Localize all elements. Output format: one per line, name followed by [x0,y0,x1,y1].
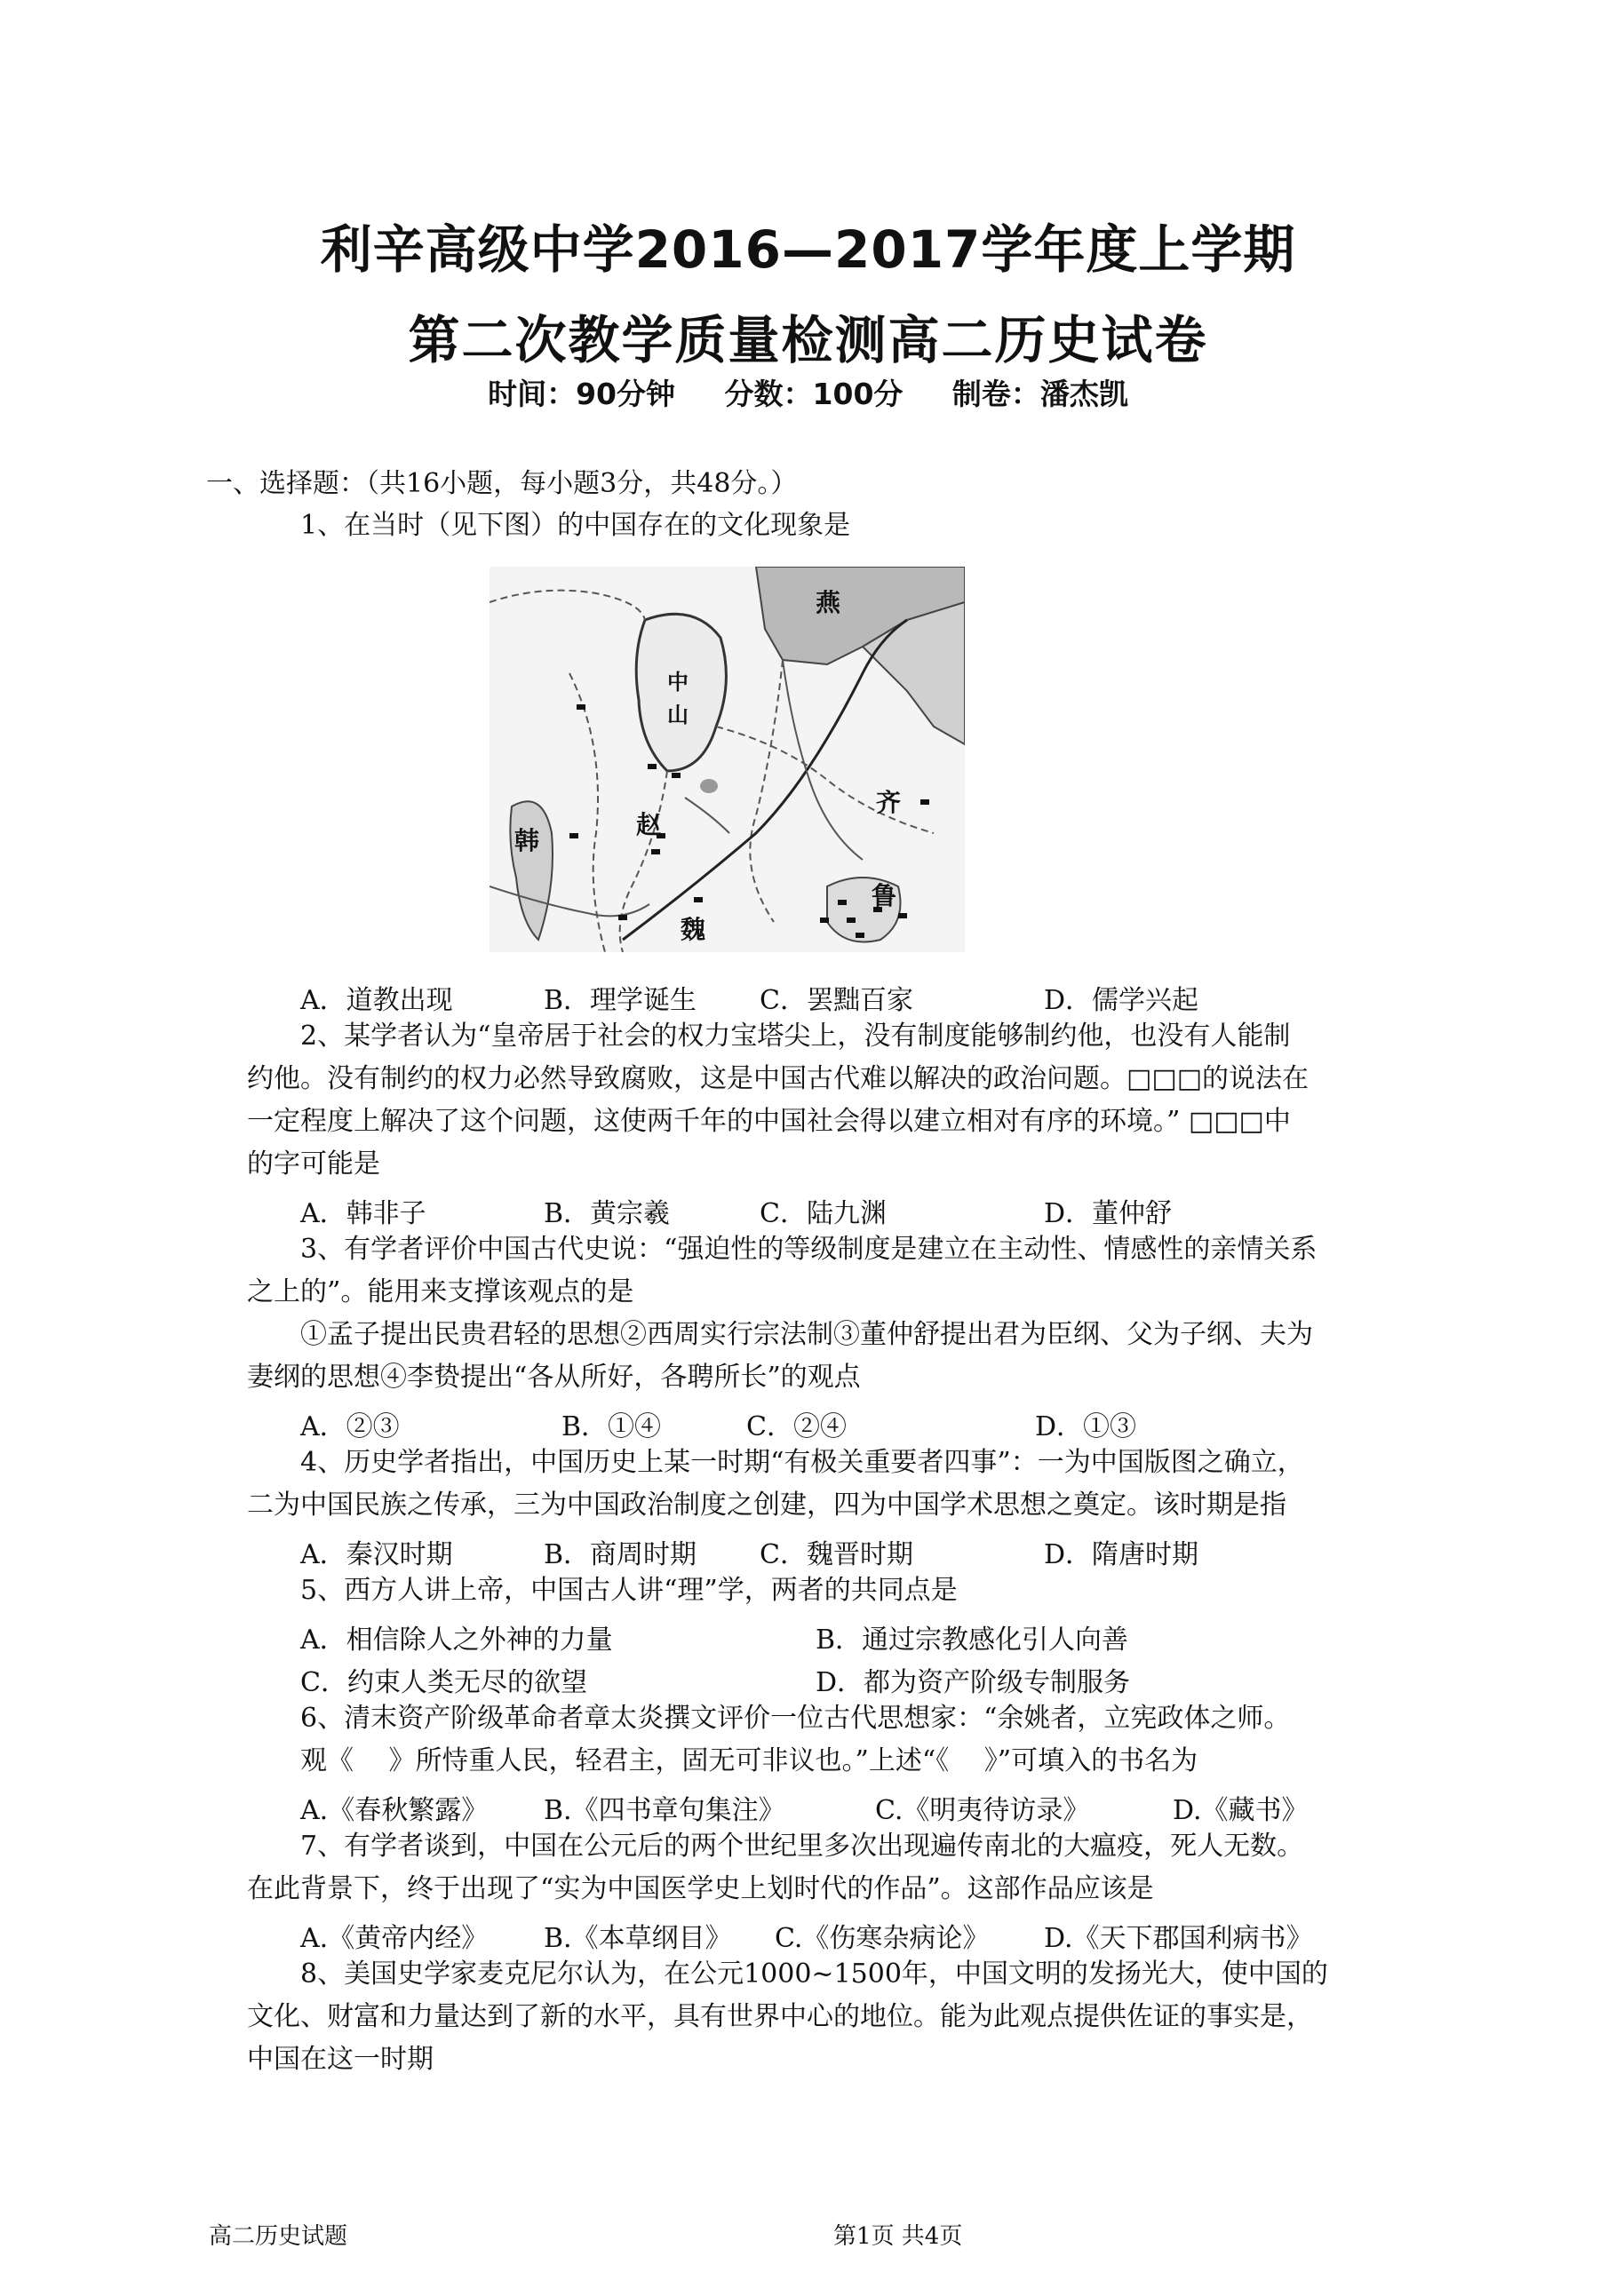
q1-stem: 1、在当时（见下图）的中国存在的文化现象是 [300,510,851,541]
q7-line2: 在此背景下，终于出现了“实为中国医学史上划时代的作品”。这部作品应该是 [247,1873,1154,1904]
q4-line2: 二为中国民族之传承，三为中国政治制度之创建，四为中国学术思想之奠定。该时期是指 [247,1490,1286,1521]
q4-option-d: D．隋唐时期 [1044,1539,1199,1570]
q2-line4: 的字可能是 [247,1148,380,1180]
q1-option-c: C．罢黜百家 [760,985,913,1016]
footer-subject: 高二历史试题 [209,2223,348,2250]
q6-line1: 6、清末资产阶级革命者章太炎撰文评价一位古代思想家：“余姚者，立宪政体之师。 [300,1703,1291,1734]
q2-line3: 一定程度上解决了这个问题，这使两千年的中国社会得以建立相对有序的环境。” □□□中 [247,1106,1291,1137]
exam-time: 时间：90分钟 [488,377,676,411]
q1-option-b: B．理学诞生 [544,985,697,1016]
q8-line2: 文化、财富和力量达到了新的水平，具有世界中心的地位。能为此观点提供佐证的事实是， [247,2001,1313,2032]
q3-option-c: C．②④ [746,1411,847,1442]
exam-author: 制卷：潘杰凯 [951,377,1128,411]
q1-option-d: D．儒学兴起 [1044,985,1199,1016]
q7-option-a: A.《黄帝内经》 [300,1923,489,1954]
q5-stem: 5、西方人讲上帝，中国古人讲“理”学，两者的共同点是 [300,1575,958,1606]
exam-title-line1: 利辛高级中学2016—2017学年度上学期 [320,219,1296,280]
q3-line1: 3、有学者评价中国古代史说：“强迫性的等级制度是建立在主动性、情感性的亲情关系 [300,1234,1317,1265]
q3-line4: 妻纲的思想④李贽提出“各从所好，各聘所长”的观点 [247,1362,861,1393]
q1-option-a: A．道教出现 [300,985,453,1016]
q6-option-d: D.《藏书》 [1173,1795,1309,1826]
map-label-yan: 燕 [816,588,841,617]
warring-states-map [490,567,965,952]
q4-option-c: C．魏晋时期 [760,1539,913,1570]
q3-option-b: B．①④ [561,1411,662,1442]
q8-line3: 中国在这一时期 [247,2044,434,2075]
q4-line1: 4、历史学者指出，中国历史上某一时期“有极关重要者四事”：一为中国版图之确立， [300,1447,1304,1478]
q5-option-d: D．都为资产阶级专制服务 [816,1667,1131,1698]
q2-option-b: B．黄宗羲 [544,1198,671,1229]
q4-option-b: B．商周时期 [544,1539,697,1570]
q2-line1: 2、某学者认为“皇帝居于社会的权力宝塔尖上，没有制度能够制约他，也没有人能制 [300,1021,1291,1052]
map-label-shan: 山 [667,703,689,727]
exam-title-line2: 第二次教学质量检测高二历史试卷 [408,310,1208,370]
section-heading: 一、选择题：（共16小题，每小题3分，共48分。） [206,468,798,499]
q6-line2: 观《 》所恃重人民，轻君主，固无可非议也。”上述“《 》”可填入的书名为 [300,1745,1198,1776]
q2-line2: 约他。没有制约的权力必然导致腐败，这是中国古代难以解决的政治问题。□□□的说法在 [247,1063,1310,1094]
q7-line1: 7、有学者谈到，中国在公元后的两个世纪里多次出现遍传南北的大瘟疫，死人无数。 [300,1831,1304,1862]
map-label-zhao: 赵 [636,810,662,839]
q6-option-a: A.《春秋繁露》 [300,1795,489,1826]
q3-option-d: D．①③ [1035,1411,1137,1442]
map-label-lu: 鲁 [872,881,897,910]
q2-option-a: A．韩非子 [300,1198,426,1229]
exam-meta [0,371,1616,413]
map-label-wei: 魏 [681,915,706,944]
q5-option-b: B．通过宗教感化引人向善 [816,1625,1129,1656]
q7-option-d: D.《天下郡国利病书》 [1044,1923,1313,1954]
q7-option-b: B.《本草纲目》 [544,1923,732,1954]
map-label-qi: 齐 [876,788,902,817]
q7-option-c: C.《伤寒杂病论》 [775,1923,990,1954]
q5-option-a: A．相信除人之外神的力量 [300,1625,613,1656]
q3-option-a: A．②③ [300,1411,400,1442]
map-label-han: 韩 [514,826,540,855]
q8-line1: 8、美国史学家麦克尼尔认为，在公元1000~1500年，中国文明的发扬光大，使中国的 [300,1958,1328,1990]
q2-option-c: C．陆九渊 [760,1198,887,1229]
footer-page-number: 第1页 共4页 [833,2223,963,2250]
q2-option-d: D．董仲舒 [1044,1198,1173,1229]
q5-option-c: C．约束人类无尽的欲望 [300,1667,587,1698]
q4-option-a: A．秦汉时期 [300,1539,453,1570]
map-label-zhong: 中 [667,670,689,695]
q6-option-b: B.《四书章句集注》 [544,1795,785,1826]
q3-line3: ①孟子提出民贵君轻的思想②西周实行宗法制③董仲舒提出君为臣纲、父为子纲、夫为 [300,1319,1313,1350]
exam-score: 分数：100分 [724,377,904,411]
q6-option-c: C.《明夷待访录》 [875,1795,1090,1826]
q3-line2: 之上的”。能用来支撑该观点的是 [247,1276,634,1307]
